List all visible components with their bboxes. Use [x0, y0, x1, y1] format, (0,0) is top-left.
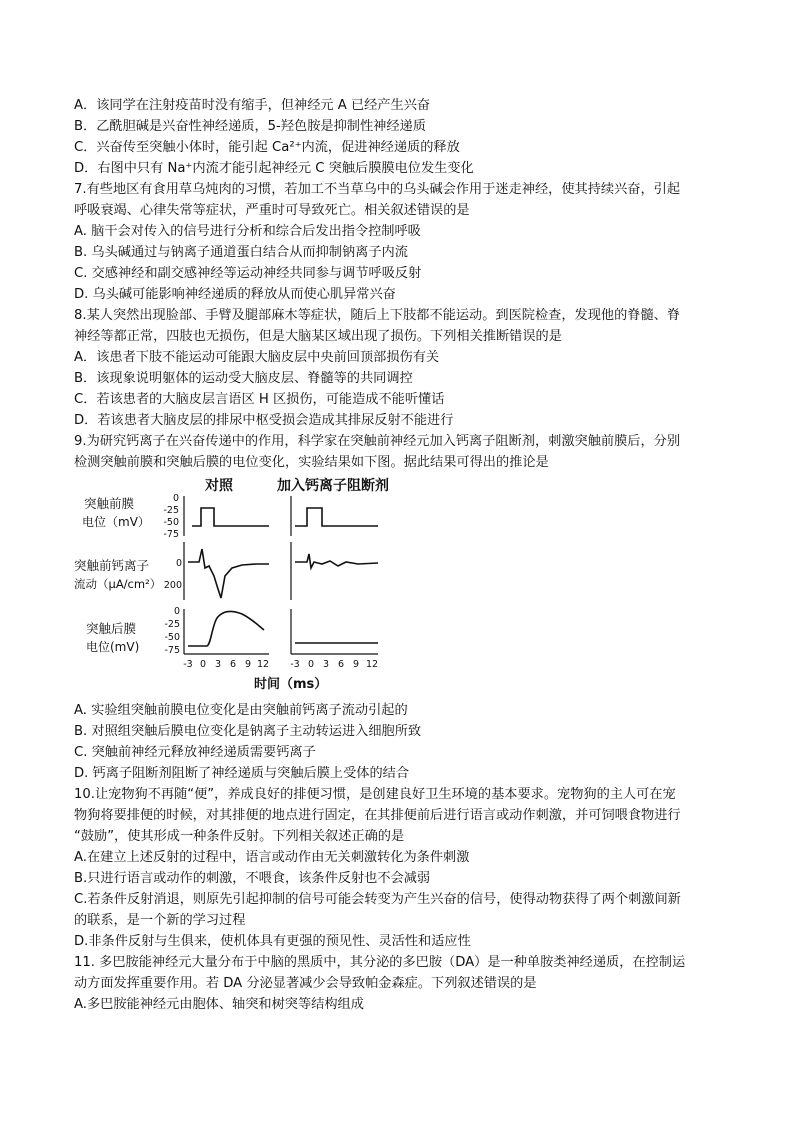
- q10-option-d: D.非条件反射与生俱来，使机体具有更强的预见性、灵活性和适应性: [74, 934, 471, 949]
- q9-option-a: A. 实验组突触前膜电位变化是由突触前钙离子流动引起的: [74, 703, 408, 718]
- row1-tick-0: 0: [172, 493, 179, 504]
- q8-option-b: B．该现象说明躯体的运动受大脑皮层、脊髓等的共同调控: [74, 371, 413, 386]
- x-tick-treated-6: 6: [337, 659, 345, 670]
- q10-stem-line2: 物狗将要排便的时候，对其排便的地点进行固定，在其排便前后进行语言或动作刺激，并可饲喂食物进行: [74, 808, 681, 823]
- q6-option-c: C．兴奋传至突触小体时，能引起 Ca²⁺内流，促进神经递质的释放: [74, 140, 460, 155]
- experiment-figure: [74, 476, 414, 694]
- panel-axes: [184, 496, 291, 654]
- col-control-title: 对照: [205, 478, 233, 494]
- x-tick-treated-9: 9: [352, 659, 360, 670]
- q9-stem-line2: 检测突触前膜和突触后膜的电位变化，实验结果如下图。据此结果可得出的推论是: [74, 455, 549, 470]
- row1-tick-75: -75: [163, 529, 179, 540]
- q7-option-b: B. 乌头碱通过与钠离子通道蛋白结合从而抑制钠离子内流: [74, 245, 408, 260]
- q11-stem-line1: 11. 多巴胺能神经元大量分布于中脑的黑质中，其分泌的多巴胺（DA）是一种单胺类神经递质，在控制运: [74, 955, 686, 970]
- q7-stem-line1: 7.有些地区有食用草乌炖肉的习惯，若加工不当草乌中的乌头碱会作用于迷走神经，使其持续兴奋，引起: [74, 182, 681, 197]
- q8-stem-line1: 8.某人突然出现脸部、手臂及腿部麻木等症状，随后上下肢都不能运动。到医院检查，发现他的脊髓、脊: [74, 308, 681, 323]
- row3-tick-25: -25: [164, 619, 180, 630]
- col-treated-title: 加入钙离子阻断剂: [277, 478, 389, 494]
- q8-option-c: C．若该患者的大脑皮层言语区 H 区损伤，可能造成不能听懂话: [74, 392, 445, 407]
- x-tick-control-0: 0: [199, 659, 207, 670]
- q8-option-a: A．该患者下肢不能运动可能跟大脑皮层中央前回顶部损伤有关: [74, 350, 440, 365]
- q6-option-d: D．右图中只有 Na⁺内流才能引起神经元 C 突触后膜膜电位发生变化: [74, 161, 474, 176]
- q9-option-b: B. 对照组突触后膜电位变化是钠离子主动转运进入细胞所致: [74, 724, 422, 739]
- q7-option-c: C. 交感神经和副交感神经等运动神经共同参与调节呼吸反射: [74, 266, 422, 281]
- row2-treated-trace: [295, 554, 378, 568]
- row1-tick-25: -25: [163, 505, 179, 516]
- x-tick-treated-3: 3: [322, 659, 330, 670]
- row3-label-line2: 电位(mV): [86, 640, 140, 654]
- q10-option-c-line1: C.若条件反射消退，则原先引起抑制的信号可能会转变为产生兴奋的信号，使得动物获得了两个刺激间新: [74, 892, 681, 907]
- row3-tick-0: 0: [173, 606, 180, 617]
- q10-stem-line1: 10.让宠物狗不再随“便”，养成良好的排便习惯，是创建良好卫生环境的基本要求。宠物狗的主人可在宠: [74, 787, 676, 802]
- row1-label-line1: 突触前膜: [84, 496, 135, 511]
- row2-label-line1: 突触前钙离子: [74, 558, 150, 573]
- q10-option-c-line2: 的联系，是一个新的学习过程: [74, 913, 246, 928]
- q10-stem-line3: “鼓励”，使其形成一种条件反射。下列相关叙述正确的是: [74, 829, 405, 844]
- row2-label-line2: 流动（μA/cm²）: [74, 577, 162, 591]
- row1-label-line2: 电位（mV）: [82, 515, 150, 529]
- x-axis-label: 时间（ms）: [254, 677, 328, 692]
- row2-tick-0: 0: [175, 558, 182, 569]
- row3-tick-50: -50: [164, 632, 180, 643]
- q6-option-a: A．该同学在注射疫苗时没有缩手，但神经元 A 已经产生兴奋: [74, 98, 431, 113]
- q6-option-b: B．乙酰胆碱是兴奋性神经递质，5-羟色胺是抑制性神经递质: [74, 119, 426, 134]
- q10-option-a: A.在建立上述反射的过程中，语言或动作由无关刺激转化为条件刺激: [74, 850, 470, 865]
- row1-control-trace: [192, 508, 269, 526]
- row3-control-trace: [188, 611, 264, 646]
- row1-tick-50: -50: [163, 517, 179, 528]
- x-tick-control-3: 3: [214, 659, 222, 670]
- row2-control-trace: [188, 549, 269, 598]
- q10-option-b: B.只进行语言或动作的刺激，不喂食，该条件反射也不会减弱: [74, 871, 431, 886]
- x-tick-treated-0: 0: [307, 659, 315, 670]
- q11-option-a: A.多巴胺能神经元由胞体、轴突和树突等结构组成: [74, 997, 364, 1012]
- x-tick-treated-12: 12: [365, 659, 379, 670]
- row2-tick-200: 200: [163, 580, 182, 591]
- x-tick-treated-m3: -3: [290, 659, 300, 670]
- q9-option-d: D. 钙离子阻断剂阻断了神经递质与突触后膜上受体的结合: [74, 766, 410, 781]
- row1-treated-trace: [295, 508, 378, 526]
- row3-tick-75: -75: [164, 645, 180, 656]
- row3-label-line1: 突触后膜: [86, 621, 137, 636]
- x-tick-control-m3: -3: [183, 659, 193, 670]
- q7-stem-line2: 呼吸衰竭、心律失常等症状，严重时可导致死亡。相关叙述错误的是: [74, 203, 470, 218]
- q7-option-a: A. 脑干会对传入的信号进行分析和综合后发出指令控制呼吸: [74, 224, 421, 239]
- x-tick-control-12: 12: [256, 659, 270, 670]
- q9-option-c: C. 突触前神经元释放神经递质需要钙离子: [74, 745, 316, 760]
- q9-stem-line1: 9.为研究钙离子在兴奋传递中的作用，科学家在突触前神经元加入钙离子阻断剂，刺激突触前膜后，分别: [74, 434, 681, 449]
- q11-stem-line2: 动方面发挥重要作用。若 DA 分泌显著减少会导致帕金森症。下列叙述错误的是: [74, 976, 537, 991]
- x-tick-control-9: 9: [244, 659, 252, 670]
- q8-stem-line2: 神经等都正常，四肢也无损伤，但是大脑某区域出现了损伤。下列相关推断错误的是: [74, 329, 562, 344]
- q7-option-d: D. 乌头碱可能影响神经递质的释放从而使心肌异常兴奋: [74, 287, 396, 302]
- x-tick-control-6: 6: [229, 659, 237, 670]
- q8-option-d: D．若该患者大脑皮层的排尿中枢受损会造成其排尿反射不能进行: [74, 413, 454, 428]
